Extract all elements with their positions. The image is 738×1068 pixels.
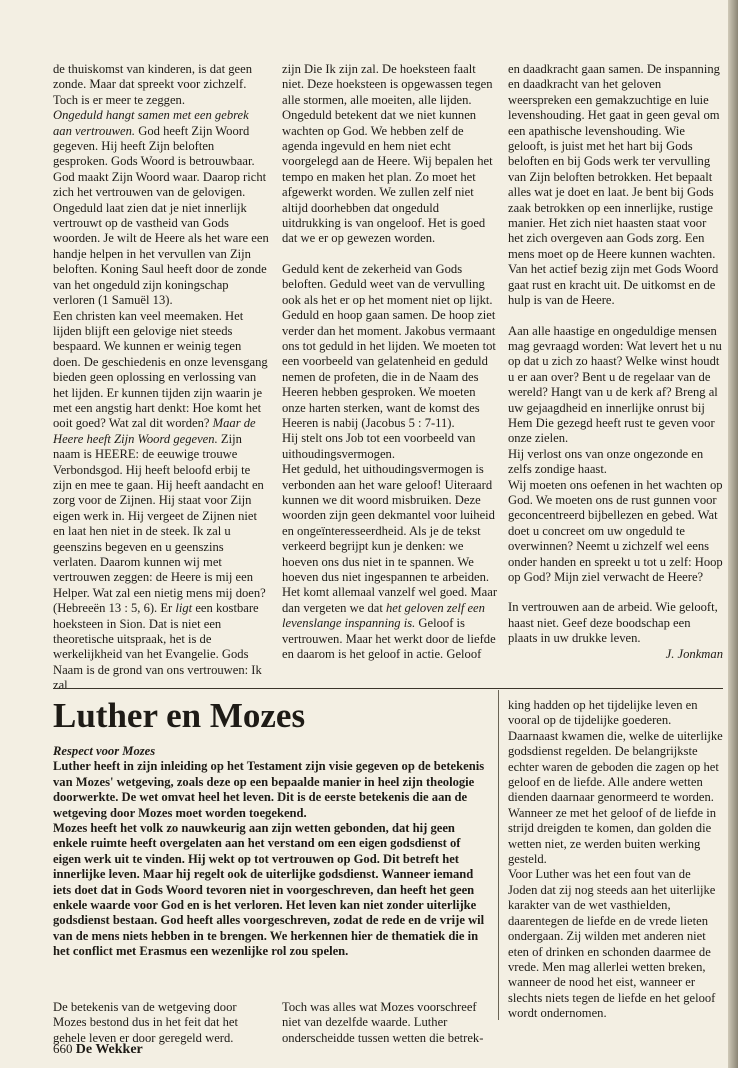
article-subtitle: Respect voor Mozes [53, 744, 156, 758]
column-divider [498, 690, 499, 1020]
paragraph: Een christen kan veel meemaken. Het lijden blijft een gelovige niet steeds bespaard. We kunnen er weinig tegen doen. De geschiedenis en onze levensgang bieden geen oplossing en verlossing van het lijden. Er kunnen tijden zijn waarin je met een angstig hart denkt: Hoe komt het ooit goed? Wat zal dit worden? Maar de Heere heeft Zijn Woord gegeven. Zijn naam is HEERE: de eeuwige trouwe Verbondsgod. Hij heeft beloofd erbij te zijn en mee te gaan. Hij heeft aandacht en zorg voor de Zijnen. Hij staat voor Zijn eigen werk in. Hij vergeet de Zijnen niet en laat hen niet in de steek. Ik zal u geenszins begeven en u geenszins verlaten. Daarom kunnen wij met vertrouwen zeggen: de Heere is mij een Helper. Wat zal een nietig mens mij doen? (Hebreeën 13 : 5, 6). Er ligt een kostbare hoeksteen in Sion. Dat is niet een theoretische uitspraak, het is de werkelijkheid van het Evangelie. Gods Naam is de grond van ons vertrouwen: Ik zal [53, 308, 268, 693]
paragraph: Toch was alles wat Mozes voorschreef niet van dezelfde waarde. Luther onderscheidde tussen wetten die betrek- [282, 1000, 484, 1045]
paragraph: Hij verlost ons van onze ongezonde en zelfs zondige haast. [508, 446, 704, 477]
paragraph: In vertrouwen aan de arbeid. Wie gelooft, haast niet. Geef deze boodschap een plaats in uw drukke leven. [508, 600, 718, 646]
paragraph: Het geduld, het uithoudingsvermogen is verbonden aan het ware geloof! Uiteraard kunnen we dit woord misbruiken. Deze woorden zijn geen dekmantel voor luiheid en ongeïnteresseerdheid. Als je de tekst verkeerd begrijpt kun je denken: we hoeven ons dus niet in te spannen. We hoeven dus niet ingespannen te arbeiden. Het komt allemaal vanzelf wel goed. Maar dan vergeten we dat het geloven zelf een levenslange inspanning is. Geloof is vertrouwen. Maar het werkt door de liefde en daarom is het geloof in actie. Geloof [282, 462, 498, 662]
page-edge-shadow [728, 0, 738, 1068]
emphasis: ligt [175, 601, 193, 616]
article-column-3 [508, 698, 723, 1022]
column-1 [53, 62, 270, 694]
paragraph: Aan alle haastige en ongeduldige mensen mag gevraagd worden: Wat levert het u nu op dat u zich zo haast? Welke winst houdt u er aan over? Bent u de regelaar van de wereld? Hangt van u de kerk af? Breng al uw gejaagdheid en innerlijke onrust bij Hem Die gezegd heeft rust te geven voor onze zielen. [508, 323, 722, 446]
emphasis: Ongeduld hangt samen met een gebrek aan vertrouwen. [53, 108, 249, 138]
column-2 [282, 62, 499, 662]
paragraph: Voor Luther was het een fout van de Joden dat zij nog steeds aan het uiterlijke karakter van de wet vasthielden, daarentegen de liefde en de vrede lieten ondergaan. Zij wilden met anderen niet eten of drinken en schonden daarmee de vrede. Men mag allerlei wetten breken, wanneer de nood het eist, wanneer er slechts niets tegen de liefde en het geloof wordt ondernomen. [508, 867, 716, 1021]
emphasis: Maar de Heere heeft Zijn Woord gegeven. [53, 416, 256, 446]
intro-paragraph: Mozes heeft het volk zo nauwkeurig aan zijn wetten gebonden, dat hij geen enkele ruimte heeft overgelaten aan het verstand om een eigen godsdienst of eigen werk uit te vinden. Hij wekt op tot vertrouwen op God. Dit betreft het innerlijke leven. Maar hij regelt ook de uiterlijke godsdienst. Wanneer iemand iets doet dat in Gods Woord tevoren niet in voorgeschreven, dan heeft het geen enkele waarde voor God en is het verloren. Het leven kan niet zonder uiterlijke godsdienst bestaan. God heeft alles voorgeschreven, zodat de rede en de vrije wil van de mens niets hebben in te brengen. We herkennen hier de thematiek die in het conflict met Erasmus een wezenlijke rol zou spelen. [53, 821, 485, 959]
paragraph: Ongeduld hangt samen met een gebrek aan vertrouwen. God heeft Zijn Woord gegeven. Hij heeft Zijn beloften gesproken. Gods Woord is betrouwbaar. God maakt Zijn Woord waar. Daarop richt zich het vertrouwen van de gelovigen. Ongeduld laat zien dat je niet innerlijk vertrouwt op de vastheid van Gods woorden. Je wilt de Heere als het ware een handje helpen in het vervullen van Zijn beloften. Koning Saul heeft door de zonde van het ongeduld zijn koningschap verloren (1 Samuël 13). [53, 108, 269, 308]
section-divider [53, 688, 723, 689]
article-intro [53, 744, 491, 960]
author-signature: J. Jonkman [665, 646, 723, 661]
page-number: 660 [53, 1041, 73, 1056]
paragraph: king hadden op het tijdelijke leven en vooral op de tijdelijke goederen. Daarnaast kwamen die, welke de uiterlijke godsdienst regelden. De belangrijkste echter waren de geboden die zagen op het geloof en de liefde. Alle andere wetten dienden daarnaar genormeerd te worden. Wanneer ze met het geloof of de liefde in strijd dreigden te komen, dan golden die wetten niet, ze werden buiten werking gesteld. [508, 698, 723, 867]
paragraph: zijn Die Ik zijn zal. De hoeksteen faalt niet. Deze hoeksteen is opgewassen tegen alle stormen, alle moeiten, alle lijden. Ongeduld betekent dat we niet kunnen wachten op God. We hebben zelf de agenda ingevuld en hem niet echt voorgelegd aan de Heere. Wij bepalen het tempo en maken het plan. Zo moet het afgewerkt worden. We zullen zelf niet altijd doorhebben dat ongeduld uitdrukking is van ongeloof. Het is goed dat we er op gewezen worden. [282, 62, 493, 246]
article-column-1 [53, 1000, 270, 1046]
article-column-2 [282, 1000, 494, 1046]
paragraph: de thuiskomst van kinderen, is dat geen zonde. Maar dat spreekt voor zichzelf. Toch is er meer te zeggen. [53, 62, 253, 107]
emphasis: het geloven zelf een levenslange inspanning is. [282, 600, 485, 631]
publication-name: De Wekker [75, 1042, 143, 1057]
paragraph: Wij moeten ons oefenen in het wachten op God. We moeten ons de rust gunnen voor geconcentreerd bijbellezen en gebed. Wat doet u concreet om uw ongeduld te overwinnen? Neemt u zichzelf wel eens onder handen en spreekt u tot u zelf: Hoop op God? Mijn ziel verwacht de Heere? [508, 477, 723, 584]
paragraph: en daadkracht gaan samen. De inspanning en daadkracht van het geloven weerspreken een gemakzuchtige en luie levenshouding. Het gaat in geen geval om een apathische levenshouding. Wie gelooft, is juist met het hart bij Gods beloften en bij Gods werk ter vervulling van Zijn beloften betrokken. Het bepaalt alles wat je doet en laat. Je bent bij Gods zaak betrokken op een innerlijke, rustige manier. Het zich niet haasten staat voor het zich overgeven aan Gods zorg. Een mens moet op de Heere kunnen wachten. Van het actief bezig zijn met Gods Woord gaat rust en kracht uit. De uitkomst en de hulp is van de Heere. [508, 62, 720, 308]
paragraph: De betekenis van de wetgeving door Mozes bestond dus in het feit dat het gehele leven er door geregeld werd. [53, 1000, 239, 1045]
paragraph: Geduld kent de zekerheid van Gods beloften. Geduld weet van de vervulling ook als het er op het moment niet op lijkt. Geduld en hoop gaan samen. De hoop ziet verder dan het moment. Jakobus vermaant ons tot geduld in het lijden. We moeten tot een voorbeeld van gelatenheid en geduld nemen de profeten, die in de Naam des Heeren hebben gesproken. We moeten onze harten sterken, want de komst des Heeren is nabij (Jacobus 5 : 7-11). [282, 261, 496, 430]
paragraph: Hij stelt ons Job tot een voorbeeld van uithoudingsvermogen. [282, 431, 476, 461]
article-title: Luther en Mozes [53, 696, 306, 735]
column-3 [508, 62, 723, 662]
page-footer [53, 1041, 143, 1058]
intro-paragraph: Luther heeft in zijn inleiding op het Testament zijn visie gegeven op de betekenis van Mozes' wetgeving, zoals deze op een bepaalde manier in heel zijn theologie doorwerkte. De wet omvat heel het leven. Dit is de eerste betekenis die aan de wetgeving door Mozes moet worden toegekend. [53, 759, 485, 820]
